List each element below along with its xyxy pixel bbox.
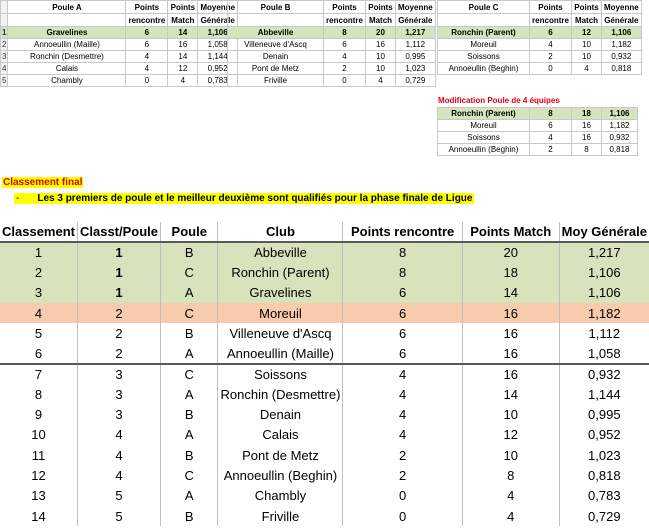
table-row (1, 39, 238, 51)
points-rencontre-cell: 4 (343, 404, 462, 424)
table-row (0, 262, 649, 282)
rank-cell: 8 (34, 386, 43, 402)
club-cell: Moreuil (438, 39, 530, 51)
points-match-cell: 18 (572, 108, 602, 120)
points-rencontre-cell: 2 (530, 144, 572, 156)
points-match-cell: 20 (366, 27, 396, 39)
qualification-note (14, 193, 474, 204)
col-header-classement: Classement (0, 222, 77, 242)
moyenne-cell: 0,818 (559, 465, 649, 485)
moyenne-cell: 1,058 (198, 39, 238, 51)
club-cell: Annoeullin (Beghin) (438, 144, 530, 156)
classt-poule-cell: 1 (77, 283, 160, 303)
points-match-cell: 4 (366, 75, 396, 87)
table-header-row (0, 222, 649, 242)
moyenne-cell: 1,144 (198, 51, 238, 63)
points-rencontre-cell: 6 (324, 39, 366, 51)
club-cell: Soissons (438, 51, 530, 63)
col-header (228, 14, 324, 27)
moyenne-cell: 1,112 (559, 323, 649, 343)
table-row (0, 404, 649, 424)
col-header: Match (366, 14, 396, 27)
club-cell: Soissons (438, 132, 530, 144)
col-header-poule: Poule (161, 222, 218, 242)
poule-a-header: Poule A (8, 1, 126, 14)
rank-cell: 14 (31, 508, 46, 524)
table-row (0, 486, 649, 506)
col-header: Points (324, 1, 366, 14)
col-header-points-match: Points Match (462, 222, 559, 242)
club-cell: Denain (228, 51, 324, 63)
points-match-cell: 14 (168, 51, 198, 63)
col-header: Moyenne (396, 1, 436, 14)
points-match-cell: 8 (462, 465, 559, 485)
points-rencontre-cell: 6 (126, 39, 168, 51)
rank-cell: 5 (34, 325, 43, 341)
points-rencontre-cell: 4 (530, 132, 572, 144)
points-match-cell: 14 (462, 384, 559, 404)
club-cell: Ronchin (Desmettre) (8, 51, 126, 63)
rank-cell: 6 (34, 345, 43, 361)
moyenne-cell: 0,783 (559, 486, 649, 506)
points-match-cell: 16 (168, 39, 198, 51)
points-rencontre-cell: 6 (530, 120, 572, 132)
moyenne-cell: 1,182 (602, 39, 642, 51)
table-row (0, 303, 649, 323)
points-rencontre-cell: 0 (324, 75, 366, 87)
qualification-note-text: Les 3 premiers de poule et le meilleur deuxième sont qualifiés pour la phase finale de Ligue (37, 193, 473, 204)
moyenne-cell: 0,952 (198, 63, 238, 75)
col-header-moy-generale: Moy Générale (559, 222, 649, 242)
club-cell: Ronchin (Parent) (218, 262, 343, 282)
moyenne-cell: 0,729 (559, 506, 649, 526)
col-header: rencontre (126, 14, 168, 27)
table-row (438, 108, 638, 120)
poule-c-table (437, 0, 642, 75)
poule-b-table (227, 0, 436, 87)
points-rencontre-cell: 6 (343, 343, 462, 363)
moyenne-cell: 1,058 (559, 343, 649, 363)
classt-poule-cell: 1 (77, 262, 160, 282)
classt-poule-cell: 4 (77, 445, 160, 465)
col-header: Moyenne (198, 1, 238, 14)
classement-final-title: Classement final (3, 177, 83, 188)
col-header: rencontre (324, 14, 366, 27)
col-header: Points (572, 1, 602, 14)
col-header: Points (168, 1, 198, 14)
moyenne-cell: 1,106 (602, 27, 642, 39)
points-match-cell: 4 (462, 506, 559, 526)
poule-cell: A (161, 486, 218, 506)
poule-cell: C (161, 465, 218, 485)
moyenne-cell: 0,729 (396, 75, 436, 87)
club-cell: Moreuil (218, 303, 343, 323)
row-number: 3 (2, 52, 7, 61)
col-header: Générale (198, 14, 238, 27)
table-row (228, 75, 436, 87)
points-match-cell: 10 (572, 51, 602, 63)
rank-cell: 9 (34, 407, 43, 423)
club-cell: Annoeullin (Maille) (8, 39, 126, 51)
club-cell: Ronchin (Parent) (438, 108, 530, 120)
table-row (0, 445, 649, 465)
points-rencontre-cell: 8 (530, 108, 572, 120)
table-row (1, 27, 238, 39)
col-header: Match (572, 14, 602, 27)
col-header (8, 14, 126, 27)
rank-cell: 4 (0, 303, 77, 323)
club-cell: Annoeullin (Maille) (218, 343, 343, 363)
col-header: Points (126, 1, 168, 14)
points-rencontre-cell: 6 (343, 303, 462, 323)
moyenne-cell: 1,106 (198, 27, 238, 39)
table-row (0, 506, 649, 526)
table-row (0, 242, 649, 262)
classement-table (0, 222, 649, 526)
rank-cell: 10 (31, 427, 46, 443)
modification-title: Modification Poule de 4 équipes (438, 96, 560, 105)
points-match-cell: 16 (572, 120, 602, 132)
table-row (1, 75, 238, 87)
poule-c-modified-table (437, 107, 638, 156)
table-row (228, 63, 436, 75)
moyenne-cell: 0,932 (559, 364, 649, 384)
moyenne-cell: 1,217 (559, 242, 649, 262)
classt-poule-cell: 5 (77, 506, 160, 526)
classt-poule-cell: 4 (77, 465, 160, 485)
table-row (438, 120, 638, 132)
rank-cell: 3 (0, 283, 77, 303)
classt-poule-cell: 2 (77, 343, 160, 363)
classt-poule-cell: 3 (77, 384, 160, 404)
rank-cell: 2 (0, 262, 77, 282)
club-cell: Abbeville (228, 27, 324, 39)
poule-cell: B (161, 445, 218, 465)
points-match-cell: 16 (572, 132, 602, 144)
points-rencontre-cell: 4 (343, 364, 462, 384)
moyenne-cell: 0,952 (559, 425, 649, 445)
classt-poule-cell: 5 (77, 486, 160, 506)
col-header-club: Club (218, 222, 343, 242)
moyenne-cell: 1,144 (559, 384, 649, 404)
club-cell: Pont de Metz (218, 445, 343, 465)
club-cell: Ronchin (Parent) (438, 27, 530, 39)
moyenne-cell: 0,995 (559, 404, 649, 424)
points-match-cell: 4 (462, 486, 559, 506)
points-rencontre-cell: 0 (343, 506, 462, 526)
points-match-cell: 10 (366, 51, 396, 63)
poule-cell: C (161, 364, 218, 384)
points-match-cell: 16 (462, 303, 559, 323)
points-match-cell: 20 (462, 242, 559, 262)
row-number: 1 (2, 28, 7, 37)
poule-b-header: Poule B (228, 1, 324, 14)
moyenne-cell: 0,818 (602, 144, 638, 156)
classt-poule-cell: 4 (77, 425, 160, 445)
table-row (0, 343, 649, 363)
club-cell: Soissons (218, 364, 343, 384)
club-cell: Gravelines (8, 27, 126, 39)
club-cell: Gravelines (218, 283, 343, 303)
table-row (438, 27, 642, 39)
table-row (1, 63, 238, 75)
table-row (0, 364, 649, 384)
points-rencontre-cell: 0 (530, 63, 572, 75)
points-rencontre-cell: 2 (530, 51, 572, 63)
moyenne-cell: 1,106 (602, 108, 638, 120)
table-row (228, 51, 436, 63)
table-row (0, 425, 649, 445)
club-cell: Ronchin (Desmettre) (218, 384, 343, 404)
points-rencontre-cell: 4 (343, 384, 462, 404)
table-row (228, 27, 436, 39)
col-header-points-rencontre: Points rencontre (343, 222, 462, 242)
club-cell: Calais (8, 63, 126, 75)
points-rencontre-cell: 8 (343, 242, 462, 262)
club-cell: Denain (218, 404, 343, 424)
club-cell: Friville (218, 506, 343, 526)
moyenne-cell: 0,932 (602, 51, 642, 63)
points-match-cell: 12 (462, 425, 559, 445)
classt-poule-cell: 3 (77, 404, 160, 424)
club-cell: Calais (218, 425, 343, 445)
club-cell: Chambly (8, 75, 126, 87)
poule-cell: A (161, 384, 218, 404)
moyenne-cell: 1,023 (559, 445, 649, 465)
col-header: Points (366, 1, 396, 14)
poule-cell: B (161, 404, 218, 424)
moyenne-cell: 0,932 (602, 132, 638, 144)
table-row (438, 144, 638, 156)
poule-c-header: Poule C (438, 1, 530, 14)
classt-poule-cell: 3 (77, 364, 160, 384)
club-cell: Abbeville (218, 242, 343, 262)
table-row (438, 39, 642, 51)
classt-poule-cell: 2 (77, 323, 160, 343)
table-row (438, 63, 642, 75)
points-match-cell: 4 (572, 63, 602, 75)
table-row (438, 132, 638, 144)
poule-cell: B (161, 506, 218, 526)
points-match-cell: 10 (366, 63, 396, 75)
table-row (438, 51, 642, 63)
club-cell: Annoeullin (Beghin) (438, 63, 530, 75)
club-cell: Villeneuve d'Ascq (218, 323, 343, 343)
col-header: Générale (396, 14, 436, 27)
points-rencontre-cell: 6 (343, 323, 462, 343)
row-number: 4 (2, 64, 7, 73)
points-rencontre-cell: 4 (324, 51, 366, 63)
poule-cell: A (161, 283, 218, 303)
club-cell: Chambly (218, 486, 343, 506)
poule-cell: A (161, 343, 218, 363)
moyenne-cell: 1,217 (396, 27, 436, 39)
col-header: Moyenne (602, 1, 642, 14)
points-rencontre-cell: 6 (126, 27, 168, 39)
col-header: Générale (602, 14, 642, 27)
table-row (0, 384, 649, 404)
points-rencontre-cell: 4 (530, 39, 572, 51)
moyenne-cell: 1,106 (559, 262, 649, 282)
points-rencontre-cell: 2 (324, 63, 366, 75)
table-row (228, 39, 436, 51)
col-header: Points (530, 1, 572, 14)
points-rencontre-cell: 6 (343, 283, 462, 303)
points-rencontre-cell: 0 (126, 75, 168, 87)
points-match-cell: 10 (462, 445, 559, 465)
classt-poule-cell: 2 (77, 303, 160, 323)
table-row (1, 51, 238, 63)
points-rencontre-cell: 2 (343, 445, 462, 465)
points-rencontre-cell: 8 (343, 262, 462, 282)
club-cell: Annoeullin (Beghin) (218, 465, 343, 485)
table-row (0, 283, 649, 303)
classt-poule-cell: 1 (77, 242, 160, 262)
col-header: Match (168, 14, 198, 27)
row-number: 5 (2, 76, 7, 85)
col-header-classt-poule: Classt/Poule (77, 222, 160, 242)
rank-cell: 11 (31, 447, 46, 463)
poule-cell: C (161, 262, 218, 282)
points-match-cell: 16 (462, 364, 559, 384)
moyenne-cell: 0,995 (396, 51, 436, 63)
club-cell: Friville (228, 75, 324, 87)
moyenne-cell: 1,112 (396, 39, 436, 51)
moyenne-cell: 0,818 (602, 63, 642, 75)
points-rencontre-cell: 6 (530, 27, 572, 39)
points-match-cell: 12 (168, 63, 198, 75)
moyenne-cell: 1,106 (559, 283, 649, 303)
club-cell: Villeneuve d'Ascq (228, 39, 324, 51)
points-rencontre-cell: 8 (324, 27, 366, 39)
table-row (0, 323, 649, 343)
points-match-cell: 16 (366, 39, 396, 51)
points-match-cell: 16 (462, 323, 559, 343)
rank-cell: 12 (31, 467, 46, 483)
club-cell: Moreuil (438, 120, 530, 132)
moyenne-cell: 0,783 (198, 75, 238, 87)
points-match-cell: 18 (462, 262, 559, 282)
points-match-cell: 12 (572, 27, 602, 39)
poule-cell: A (161, 425, 218, 445)
table-row (0, 465, 649, 485)
col-header: rencontre (530, 14, 572, 27)
poule-a-table (0, 0, 238, 87)
points-rencontre-cell: 4 (126, 63, 168, 75)
points-match-cell: 14 (462, 283, 559, 303)
poule-cell: C (161, 303, 218, 323)
poule-cell: B (161, 323, 218, 343)
moyenne-cell: 1,182 (602, 120, 638, 132)
club-cell: Pont de Metz (228, 63, 324, 75)
moyenne-cell: 1,023 (396, 63, 436, 75)
rank-cell: 7 (0, 364, 77, 384)
points-rencontre-cell: 0 (343, 486, 462, 506)
row-number: 2 (2, 40, 7, 49)
rank-cell: 1 (0, 242, 77, 262)
bullet-dash: - (16, 193, 20, 204)
points-match-cell: 10 (572, 39, 602, 51)
moyenne-cell: 1,182 (559, 303, 649, 323)
points-rencontre-cell: 4 (126, 51, 168, 63)
points-rencontre-cell: 2 (343, 465, 462, 485)
points-match-cell: 8 (572, 144, 602, 156)
poule-cell: B (161, 242, 218, 262)
points-match-cell: 16 (462, 343, 559, 363)
points-match-cell: 10 (462, 404, 559, 424)
points-match-cell: 14 (168, 27, 198, 39)
points-match-cell: 4 (168, 75, 198, 87)
points-rencontre-cell: 4 (343, 425, 462, 445)
rank-cell: 13 (31, 488, 46, 504)
col-header (438, 14, 530, 27)
